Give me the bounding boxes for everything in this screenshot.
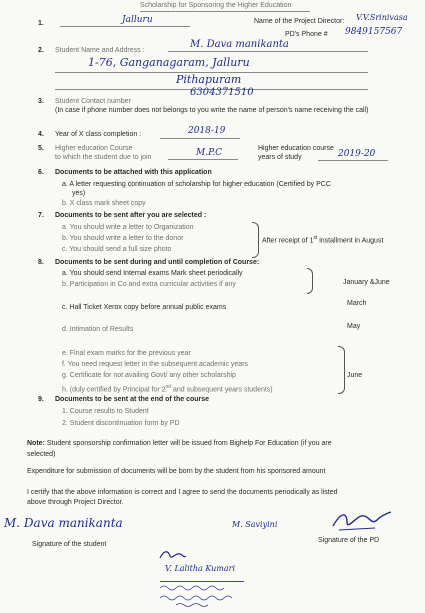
contact-number-label: Student Contact number (55, 98, 131, 105)
years-line (318, 160, 388, 161)
project-director-label: Name of the Project Director: (254, 18, 345, 25)
course-line (168, 159, 238, 160)
section-7-item-a: a. You should write a letter to Organization (62, 224, 194, 231)
section-6-title: Documents to be attached with this application (55, 169, 212, 176)
bracket (338, 346, 345, 394)
section-9-item-1: 1. Course results to Student (62, 408, 149, 415)
note-line: Note: Student sponsorship confirmation letter will be issued from Bighelp For Education (if you are (27, 440, 332, 447)
section-6-item-a: a. A letter requesting continuation of scholarship for higher education (Certified by PCC (62, 181, 331, 188)
section-9-title: Documents to be sent at the end of the course (55, 396, 210, 403)
x-class-value: 2018-19 (188, 126, 226, 136)
pd-signature-scribble (325, 508, 395, 536)
student-signature: M. Dava manikanta (4, 516, 123, 530)
address-line-1: 1-76, Ganganagaram, Jalluru (88, 56, 250, 69)
years-label-b: years of study (258, 154, 302, 161)
section-7-item-b: b. You should write a letter to the donor (62, 235, 184, 242)
section-8-item-d: d. Intimation of Results (62, 326, 134, 333)
section-8-item-g: g. Certificate for not availing Govt/ any other scholarship (62, 372, 236, 379)
section-8-item-h: h. (duly certified by Principal for 2nd and subsequent years students) (62, 384, 273, 394)
item-number: 4. (38, 131, 44, 138)
item-number: 6. (38, 169, 44, 176)
schedule-january-june: January &June (343, 279, 390, 286)
schedule-march: March (347, 300, 367, 307)
course-value: M.P.C (196, 148, 223, 158)
x-class-label: Year of X class completion : (55, 131, 142, 138)
years-label-a: Higher education course (258, 145, 334, 152)
student-name-label: Student Name and Address : (55, 47, 145, 54)
item-number: 9. (38, 396, 44, 403)
section-8-item-f: f. You need request letter in the subsequent academic years (62, 361, 249, 368)
place-line (60, 26, 190, 27)
section-8-item-e: e. Final exam marks for the previous year (62, 350, 191, 357)
section-7-item-c: c. You should send a full size photo (62, 246, 172, 253)
item-number: 8. (38, 259, 44, 266)
schedule-may: May (347, 323, 361, 330)
contact-number-note: (In case if phone number does not belongs to you write the name of person's name receiving the call) (55, 107, 369, 114)
place-value: Jalluru (122, 15, 153, 25)
years-value: 2019-20 (338, 149, 376, 159)
item-number: 2. (38, 47, 44, 54)
section-6-item-a-cont: yes) (72, 190, 86, 197)
section-8-title: Documents to be sent during and until completion of Course: (55, 259, 260, 266)
student-phone-value: 6304371510 (190, 87, 254, 98)
project-director-value: V.V.Srinivasa (356, 13, 408, 22)
pd-signature-label: Signature of the PD (318, 537, 380, 544)
phone-value: 9849157567 (345, 27, 403, 37)
witness-name: V. Lalitha Kumari (165, 564, 236, 573)
witness-initials (158, 548, 188, 562)
course-label-b: to which the student due to join (55, 154, 152, 161)
section-6-item-b: b. X class mark sheet copy (62, 200, 146, 207)
section-8-item-b: b. Participation in Co and extra curricular activities if any (62, 281, 236, 288)
section-7-title: Documents to be sent after you are selected : (55, 212, 207, 219)
name-line (168, 51, 368, 52)
section-9-item-2: 2. Student discontinuation form by PD (62, 420, 180, 427)
section-8-item-a: a. You should send Internal exams Mark sheet periodically (62, 270, 243, 277)
item-number: 3. (38, 98, 44, 105)
bracket (252, 222, 259, 258)
parent-signature: M. Saviyini (232, 520, 278, 529)
stamp-script (156, 582, 246, 608)
address-line-2: Pithapuram (176, 73, 242, 86)
note-line-2: selected) (27, 451, 56, 458)
certification-text-2: above through Project Director. (27, 499, 124, 506)
certification-text: I certify that the above information is correct and I agree to send the documents periodically as listed (27, 489, 338, 496)
item-number: 5. (38, 145, 44, 152)
phone-label: PD's Phone # (285, 31, 328, 38)
expenditure-text: Expenditure for submission of documents will be born by the student from his sponsored amount (27, 468, 326, 475)
schedule-june: June (347, 372, 363, 379)
x-class-line (160, 138, 240, 139)
student-name-value: M. Dava manikanta (190, 39, 289, 50)
student-signature-label: Signature of the student (32, 541, 107, 548)
course-label-a: Higher education Course (55, 145, 133, 152)
title-underline (140, 11, 310, 12)
installment-note: After receipt of 1st installment in August (262, 235, 384, 245)
item-number: 7. (38, 212, 44, 219)
section-8-item-c: c. Hall Ticket Xerox copy before annual public exams (62, 304, 227, 311)
form-title: Scholarship for Sponsoring the Higher Education (140, 2, 292, 9)
witness-stamp (150, 554, 255, 610)
bracket (307, 268, 313, 294)
item-number: 1. (38, 20, 44, 27)
